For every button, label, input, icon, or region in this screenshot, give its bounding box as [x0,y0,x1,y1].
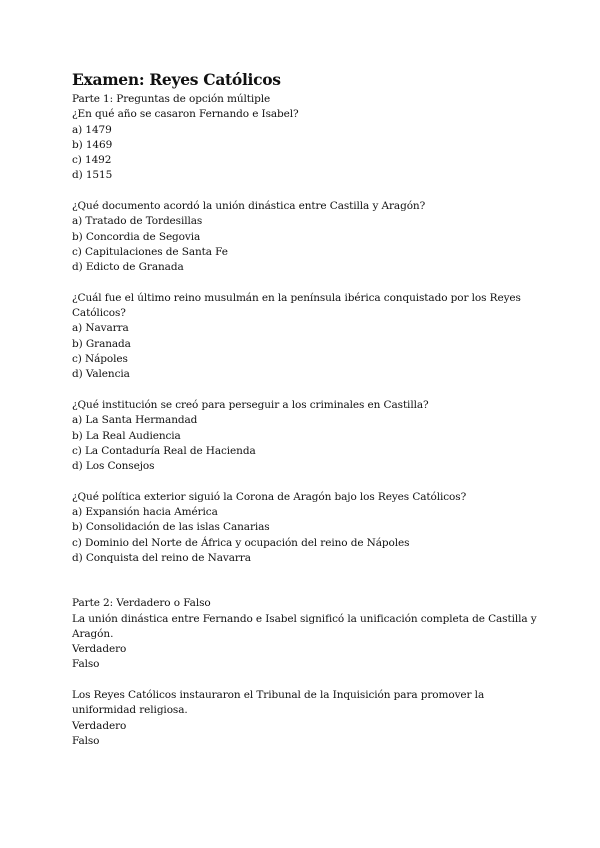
answer-option: b) 1469 [72,138,113,151]
answer-option: d) Valencia [72,368,130,381]
answer-option: b) Consolidación de las islas Canarias [72,521,270,534]
answer-option: b) Granada [72,337,131,350]
exam-document [72,70,542,749]
answer-option: a) Tratado de Tordesillas [72,215,203,228]
answer-option: b) La Real Audiencia [72,429,181,442]
answer-option: c) Dominio del Norte de África y ocupación del reino de Nápoles [72,536,410,549]
question-block [72,490,542,566]
question-text: ¿Qué institución se creó para perseguir a los criminales en Castilla? [72,398,429,411]
question-block [72,291,542,383]
statement-text: Los Reyes Católicos instauraron el Tribunal de la Inquisición para promover la uniformidad religiosa. [72,688,485,717]
statement-text: La unión dinástica entre Fernando e Isabel significó la unificación completa de Castilla y Aragón. [72,612,537,640]
statement-block [72,612,542,673]
question-block [72,398,542,474]
question-block [72,107,542,183]
question-text: ¿Qué documento acordó la unión dinástica entre Castilla y Aragón? [72,200,426,213]
question-block [72,199,542,275]
question-text: ¿Qué política exterior siguió la Corona de Aragón bajo los Reyes Católicos? [72,490,467,503]
page-title: Examen: Reyes Católicos [72,70,281,89]
false-option: Falso [72,658,100,671]
answer-option: a) 1479 [72,123,112,136]
answer-option: a) La Santa Hermandad [72,414,198,427]
answer-option: b) Concordia de Segovia [72,230,201,243]
part2-heading: Parte 2: Verdadero o Falso [72,597,211,610]
answer-option: d) Edicto de Granada [72,261,184,274]
answer-option: c) Capitulaciones de Santa Fe [72,245,228,258]
answer-option: a) Expansión hacia América [72,506,218,519]
answer-option: d) 1515 [72,169,113,182]
false-option: Falso [72,734,100,747]
answer-option: d) Conquista del reino de Navarra [72,551,251,564]
answer-option: c) 1492 [72,154,112,167]
answer-option: c) Nápoles [72,353,128,366]
true-option: Verdadero [72,643,127,656]
question-text: ¿En qué año se casaron Fernando e Isabel? [72,108,299,121]
true-option: Verdadero [72,719,127,732]
part1-heading: Parte 1: Preguntas de opción múltiple [72,93,271,105]
statement-block [72,688,542,749]
answer-option: a) Navarra [72,322,129,335]
answer-option: c) La Contaduría Real de Hacienda [72,444,256,457]
answer-option: d) Los Consejos [72,460,155,473]
question-text: ¿Cuál fue el último reino musulmán en la península ibérica conquistado por los Reyes Católicos? [72,291,521,320]
